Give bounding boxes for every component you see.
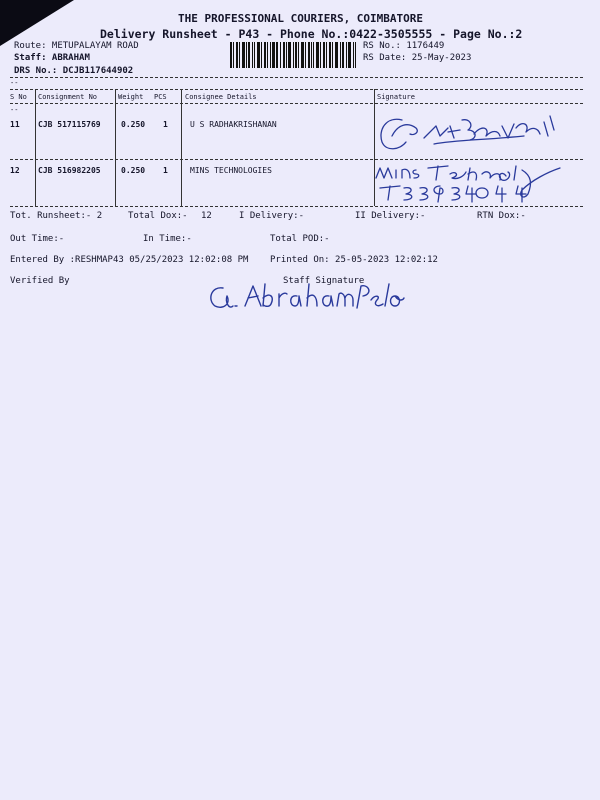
total-pod: Total POD:- <box>270 234 330 244</box>
i-delivery: I Delivery:- <box>239 211 305 221</box>
divider-top <box>10 77 583 78</box>
col-header-weight: Weight <box>118 93 144 101</box>
staff-signature-image <box>205 280 405 314</box>
rtn-dox: RTN Dox:- <box>477 211 526 221</box>
table-row-consignment: CJB 517115769 <box>38 120 101 129</box>
runsheet-subtitle: Delivery Runsheet - P43 - Phone No.:0422-3505555 - Page No.:2 <box>100 27 523 41</box>
staff-label: Staff: ABRAHAM <box>14 53 90 63</box>
scan-corner-shadow <box>0 0 74 46</box>
divider-table-bottom <box>10 206 583 207</box>
total-runsheet: Tot. Runsheet:- 2 <box>10 211 103 221</box>
table-row-consignee: U S RADHAKRISHANAN <box>190 120 277 129</box>
first-row-mark: -- <box>10 106 19 114</box>
printed-on: Printed On: 25-05-2023 12:02:12 <box>270 255 438 265</box>
rs-date: RS Date: 25-May-2023 <box>363 53 472 63</box>
rs-number: RS No.: 1176449 <box>363 41 445 51</box>
table-row-consignment: CJB 516982205 <box>38 166 101 175</box>
total-dox-label: Total Dox:- <box>128 211 188 221</box>
divider-header-bottom <box>10 103 583 104</box>
col-header-pcs: PCS <box>154 93 167 101</box>
divider-header-top <box>10 89 583 90</box>
route-label: Route: METUPALAYAM ROAD <box>14 41 139 51</box>
verified-by: Verified By <box>10 276 70 286</box>
table-row-sno: 11 <box>10 120 20 129</box>
column-line <box>115 89 116 206</box>
table-row-weight: 0.250 <box>121 120 146 129</box>
table-row-pcs: 1 <box>163 166 168 175</box>
col-header-consignee: Consignee Details <box>185 93 257 101</box>
company-title: THE PROFESSIONAL COURIERS, COIMBATORE <box>178 12 424 25</box>
column-line <box>181 89 182 206</box>
table-row-pcs: 1 <box>163 120 168 129</box>
ii-delivery: II Delivery:- <box>355 211 426 221</box>
column-line <box>35 89 36 206</box>
pre-header-mark: -- <box>10 79 19 87</box>
signature-image-row1 <box>374 106 564 158</box>
barcode-image <box>230 42 356 68</box>
table-row-sno: 12 <box>10 166 20 175</box>
signature-image-row2 <box>372 160 572 204</box>
col-header-signature: Signature <box>377 93 415 101</box>
drs-number: DRS No.: DCJB117644902 <box>14 66 134 76</box>
staff-signature-label: Staff Signature <box>283 276 365 286</box>
total-dox-value: 12 <box>201 211 212 221</box>
table-row-consignee: MINS TECHNOLOGIES <box>190 166 272 175</box>
entered-by: Entered By :RESHMAP43 05/25/2023 12:02:08 PM <box>10 255 249 265</box>
col-header-sno: S No <box>10 93 27 101</box>
in-time: In Time:- <box>143 234 192 244</box>
table-row-weight: 0.250 <box>121 166 146 175</box>
out-time: Out Time:- <box>10 234 65 244</box>
col-header-consignment: Consignment No <box>38 93 98 101</box>
